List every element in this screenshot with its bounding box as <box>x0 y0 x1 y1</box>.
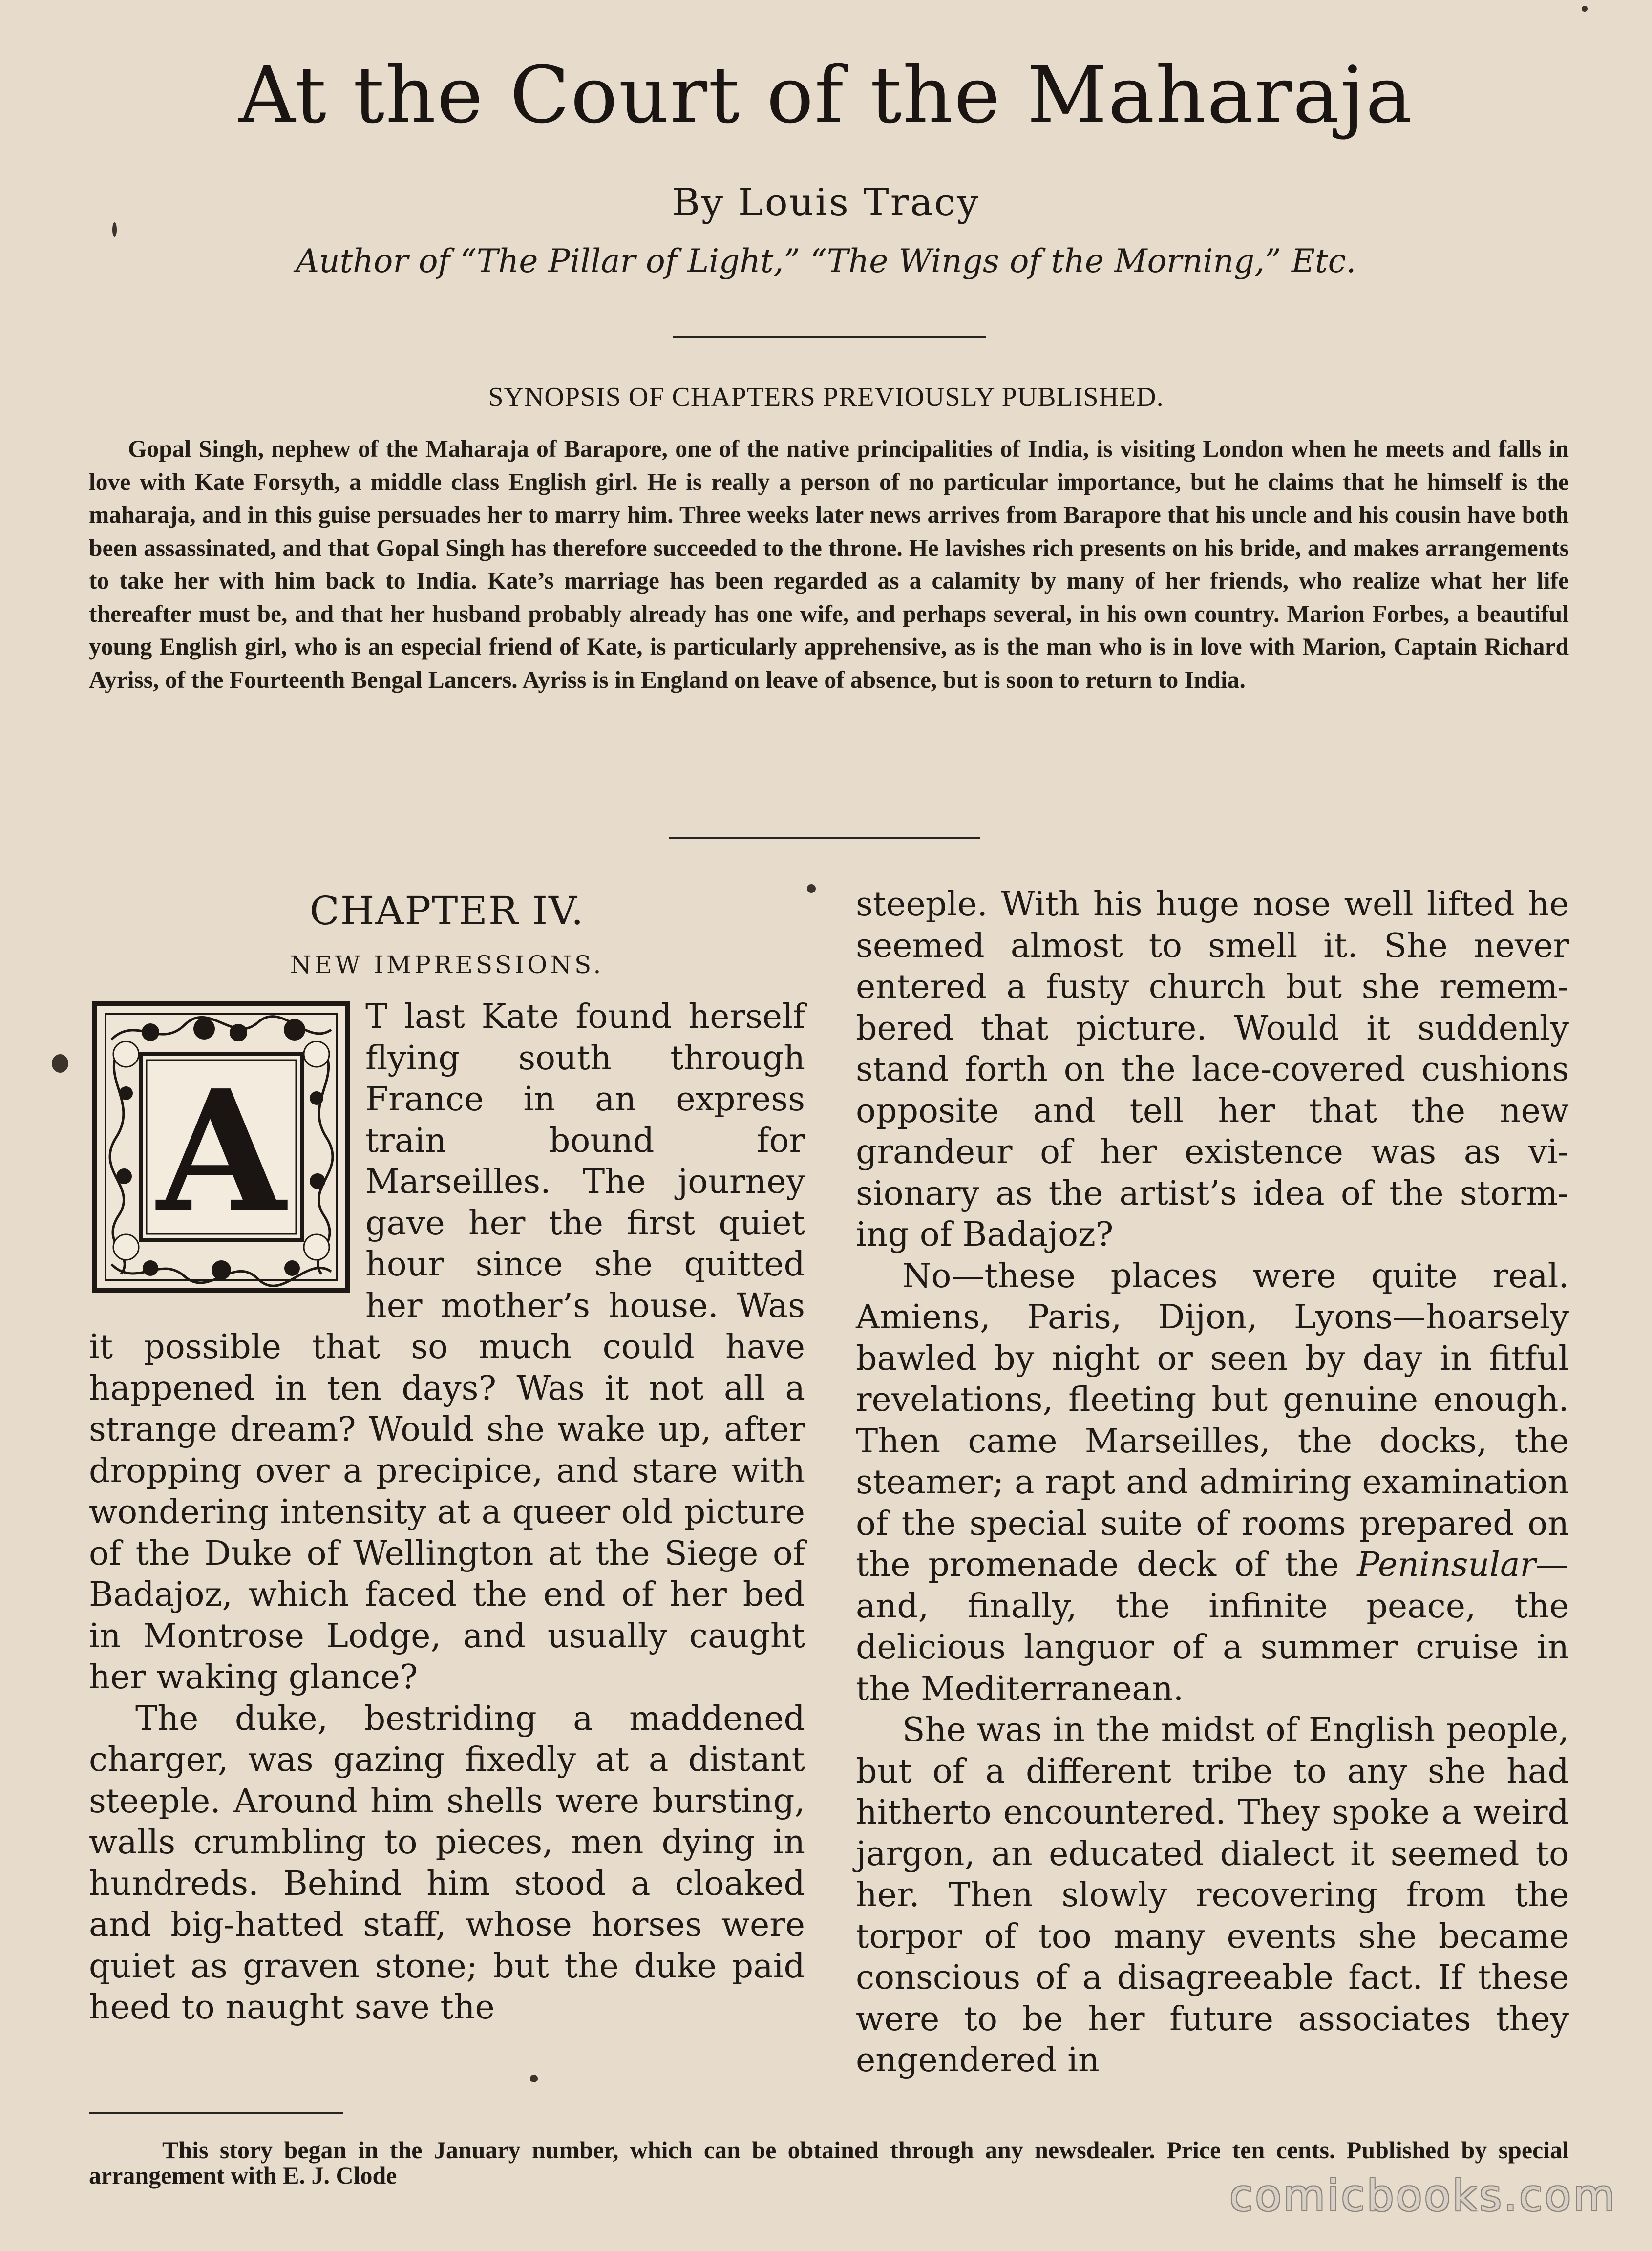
byline: By Louis Tracy <box>672 181 980 225</box>
chapter-heading: CHAPTER IV. <box>309 888 585 934</box>
title-divider <box>673 336 986 338</box>
ink-speck <box>52 1054 68 1073</box>
ornamental-drop-cap <box>92 1000 351 1294</box>
synopsis-heading: SYNOPSIS OF CHAPTERS PREVIOUSLY PUBLISHED. <box>488 382 1164 412</box>
ink-speck <box>112 222 117 237</box>
ship-name: Peninsular <box>1357 1546 1536 1584</box>
drop-cap-letter: A <box>157 1054 286 1249</box>
right-column <box>856 884 1569 2081</box>
chapter-subtitle: NEW IMPRESSIONS. <box>290 951 604 979</box>
synopsis-text: Gopal Singh, nephew of the Maharaja of Barapore, one of the native principalities of India, is visiting London when he meets and falls in love with Kate Forsyth, a middle class English girl. He is really a person of no particular importance, but he claims that he himself is the maharaja, and in this guise persuades her to marry him. Three weeks later news arrives from Barapore that his uncle and his cousin have both been assassinated, and that Gopal Singh has therefore succeeded to the throne. He lavishes rich presents on his bride, and makes arrangements to take her with him back to India. Kate’s marriage has been regarded as a calamity by many of her friends, who realize what her life thereafter must be, and that her husband probably already has one wife, and perhaps several, in his own country. Marion Forbes, a beautiful young English girl, who is an especial friend of Kate, is particularly apprehensive, as is the man who is in love with Marion, Captain Richard Ayriss, of the Fourteenth Bengal Lancers. Ayriss is in England on leave of absence, but is soon to return to India. <box>89 435 1569 693</box>
ink-speck <box>530 2075 538 2082</box>
footnote-text: This story began in the January number, which can be obtained through any newsdealer. Price ten cents. Published by special arrangement with E. J. Clode <box>89 2136 1569 2189</box>
ink-speck <box>807 884 816 893</box>
left-column <box>89 884 805 2029</box>
right-paragraph-1: steeple. With his huge nose well lifted he seemed almost to smell it. She never entered a fusty church but she remembered that picture. Would it suddenly stand forth on the lace-covered cushions opposite and tell her that the new grandeur of her existence was as visionary as the artist’s idea of the storming of Badajoz? <box>856 885 1569 1254</box>
synopsis-divider <box>669 837 980 839</box>
site-watermark: comicbooks.com <box>1229 2170 1617 2221</box>
left-paragraph-1: T last Kate found herself flying south through France in an express train bound for Marseilles. The journey gave her the first quiet hour since she quitted her mother’s house. Was it possible that so much could have happened in ten days? Was it not all a strange dream? Would she wake up, after dropping over a precipice, and stare with wondering intensity at a queer old picture of the Duke of Wellington at the Siege of Badajoz, which faced the end of her bed in Montrose Lodge, and usually caught her waking glance? <box>89 998 805 1697</box>
story-title: At the Court of the Maharaja <box>238 49 1414 141</box>
author-credits: Author of “The Pillar of Light,” “The Wings of the Morning,” Etc. <box>296 242 1356 280</box>
right-paragraph-2 <box>856 1256 1569 1710</box>
right-paragraph-3: She was in the midst of English people, but of a different tribe to any she had hitherto encountered. They spoke a weird jargon, an educated dialect it seemed to her. Then slowly recovering from the torpor of too many events she became conscious of a disagreeable fact. If these were to be her future associates they engendered in <box>856 1711 1569 2080</box>
right-paragraph-2-text-a: No—these places were quite real. Amiens, Paris, Dijon, Lyons—hoarsely bawled by night or seen by day in fitful revelations, fleeting but genuine enough. Then came Marseilles, the docks, the steamer; a rapt and admiring examination of the special suite of rooms prepared on the promenade deck of the <box>856 1256 1569 1584</box>
left-paragraph-2: The duke, bestriding a maddened charger, was gazing fixedly at a distant steeple. Around him shells were bursting, walls crumbling to pieces, men dying in hundreds. Behind him stood a cloaked and big-hatted staff, whose horses were quiet as graven stone; but the duke paid heed to naught save the <box>89 1699 805 2027</box>
footnote-divider <box>89 2112 343 2114</box>
ink-speck <box>1582 6 1588 12</box>
right-paragraph-2-text-b: —and, finally, the infinite peace, the delicious languor of a summer cruise in the Mediterranean. <box>856 1546 1569 1708</box>
